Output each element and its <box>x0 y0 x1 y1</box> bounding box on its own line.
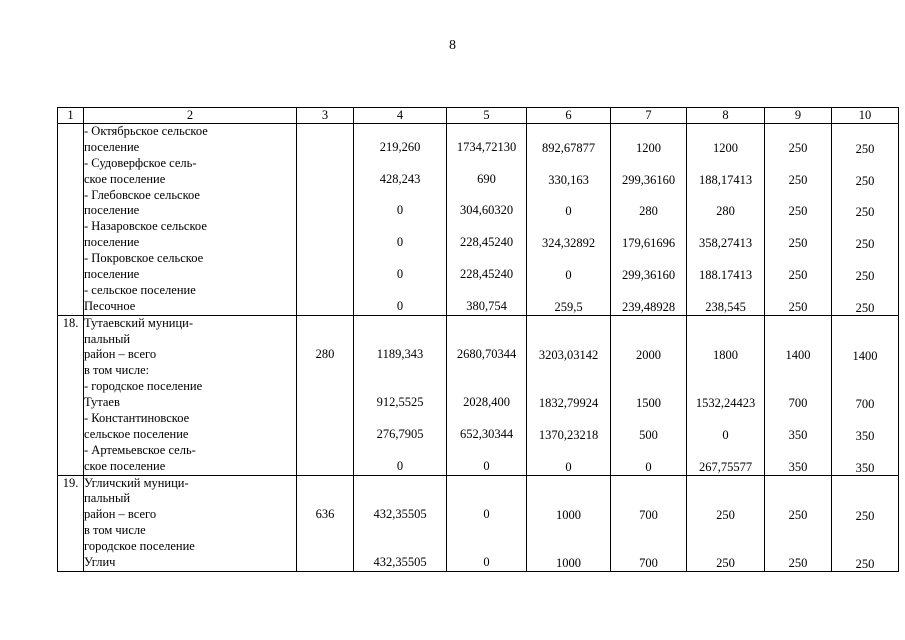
value-line: 1532,24423 <box>695 396 756 411</box>
value-line <box>611 364 686 380</box>
name-line: Тутаев <box>84 395 120 410</box>
value-line: 1832,79924 <box>538 396 599 411</box>
value-line <box>687 524 764 540</box>
value-line <box>611 333 686 349</box>
name-line: Углич <box>84 555 116 570</box>
header-cell: 8 <box>687 108 765 124</box>
value-line <box>527 220 610 236</box>
value-line: 1189,343 <box>376 347 424 362</box>
value-line: 250 <box>855 205 875 220</box>
value-line <box>832 190 898 206</box>
value-line <box>687 492 764 508</box>
value-line: 0 <box>565 204 572 219</box>
header-cell: 7 <box>611 108 687 124</box>
value-line <box>611 284 686 300</box>
value-line <box>611 412 686 428</box>
value-line: 250 <box>788 172 808 187</box>
value-line <box>687 157 764 173</box>
value-line <box>354 379 446 395</box>
value-line <box>527 333 610 349</box>
value-line <box>297 316 353 332</box>
value-line: 432,35505 <box>373 555 427 570</box>
value-line: 1800 <box>713 348 738 363</box>
name-line: Песочное <box>84 298 136 313</box>
value-line: 250 <box>855 269 875 284</box>
value-line <box>447 251 526 267</box>
value-line <box>447 411 526 427</box>
name-line: - Покровское сельское <box>84 251 204 266</box>
name-line: - Константиновское <box>84 411 190 426</box>
value-line <box>354 316 446 332</box>
value-cell-c10 <box>832 475 899 571</box>
value-line <box>297 363 353 379</box>
value-line <box>527 444 610 460</box>
value-line <box>447 363 526 379</box>
value-line <box>297 283 353 299</box>
value-line <box>297 332 353 348</box>
value-line: 280 <box>639 204 658 219</box>
value-line: 250 <box>788 236 808 251</box>
value-line: 3203,03142 <box>538 348 599 363</box>
name-line: Угличский муници- <box>84 475 189 490</box>
value-line <box>354 219 446 235</box>
value-line: 700 <box>788 396 808 411</box>
value-line <box>687 380 764 396</box>
name-line: пальный <box>84 491 131 506</box>
value-line <box>832 318 898 334</box>
value-line: 239,48928 <box>621 299 676 314</box>
value-line: 0 <box>645 459 652 474</box>
value-line <box>527 380 610 396</box>
value-line <box>765 284 831 300</box>
name-line: Тутаевский муници- <box>84 315 194 330</box>
value-line: 228,45240 <box>459 235 514 250</box>
value-line: 250 <box>788 556 808 571</box>
value-line <box>832 253 898 269</box>
value-line: 652,30344 <box>459 426 514 441</box>
value-line: 0 <box>396 298 404 313</box>
value-line <box>297 235 353 251</box>
value-line <box>297 459 353 475</box>
value-line <box>765 492 831 508</box>
value-line: 1000 <box>556 556 581 571</box>
value-line: 250 <box>788 204 808 219</box>
value-line <box>611 220 686 236</box>
header-cell: 1 <box>58 108 84 124</box>
value-line: 2680,70344 <box>456 347 517 362</box>
value-line: 179,61696 <box>621 236 676 251</box>
value-line <box>447 523 526 539</box>
value-line <box>447 316 526 332</box>
value-line: 324,32892 <box>541 236 596 251</box>
value-line: 350 <box>855 428 875 443</box>
value-line <box>765 540 831 556</box>
value-cell-c8 <box>687 475 765 571</box>
name-line: - Артемьевское сель- <box>84 442 196 457</box>
header-cell: 2 <box>84 108 297 124</box>
value-line <box>765 364 831 380</box>
value-line <box>354 476 446 492</box>
value-line <box>765 189 831 205</box>
value-line <box>832 493 898 509</box>
value-line: 0 <box>396 267 404 282</box>
value-line <box>354 443 446 459</box>
value-line: 2028,400 <box>463 395 510 410</box>
value-cell-c7 <box>611 475 687 571</box>
value-cell-c10 <box>832 124 899 316</box>
value-line: 250 <box>788 268 808 283</box>
value-line: 350 <box>788 427 808 442</box>
value-line <box>611 444 686 460</box>
table-row <box>58 475 899 571</box>
value-line <box>527 364 610 380</box>
value-line: 250 <box>855 141 875 156</box>
value-line <box>297 476 353 492</box>
value-line: 912,5525 <box>376 395 424 410</box>
value-line: 250 <box>855 509 875 524</box>
header-cell: 9 <box>765 108 832 124</box>
value-line: 250 <box>855 237 875 252</box>
value-line: 330,163 <box>548 172 589 187</box>
value-line <box>832 285 898 301</box>
value-line <box>447 443 526 459</box>
value-line: 0 <box>565 268 572 283</box>
name-line: - Глебовское сельское <box>84 187 200 202</box>
value-line <box>765 252 831 268</box>
value-cell-c4 <box>354 124 447 316</box>
value-line <box>297 299 353 315</box>
value-line: 188,17413 <box>698 172 753 187</box>
value-line <box>832 525 898 541</box>
value-line <box>832 126 898 142</box>
value-line <box>297 395 353 411</box>
name-line: в том числе: <box>84 363 150 378</box>
value-line: 250 <box>855 173 875 188</box>
value-line: 250 <box>788 508 808 523</box>
name-line: сельское поселение <box>84 426 189 441</box>
value-line: 228,45240 <box>459 267 514 282</box>
value-line <box>765 524 831 540</box>
value-line <box>527 157 610 173</box>
value-line <box>832 334 898 350</box>
header-cell: 6 <box>527 108 611 124</box>
value-line <box>687 189 764 205</box>
value-line: 636 <box>315 507 335 522</box>
value-line: 690 <box>477 171 496 186</box>
value-line <box>447 219 526 235</box>
value-line: 304,60320 <box>459 203 514 218</box>
value-line <box>297 140 353 156</box>
value-line <box>297 379 353 395</box>
name-line: ское поселение <box>84 171 166 186</box>
value-line: 0 <box>396 458 404 473</box>
value-line: 0 <box>483 458 490 473</box>
name-line: - городское поселение <box>84 379 203 394</box>
value-line <box>297 188 353 204</box>
value-line: 280 <box>315 347 335 362</box>
value-cell-c8 <box>687 315 765 475</box>
value-line: 280 <box>716 204 735 219</box>
value-line <box>765 380 831 396</box>
value-line <box>765 317 831 333</box>
value-line <box>527 189 610 205</box>
value-line: 2000 <box>636 348 661 363</box>
value-line: 1370,23218 <box>538 427 599 442</box>
value-line <box>687 444 764 460</box>
value-cell-c10 <box>832 315 899 475</box>
value-line: 1400 <box>785 348 811 363</box>
value-line <box>765 444 831 460</box>
value-line <box>447 379 526 395</box>
value-line <box>354 156 446 172</box>
value-line <box>611 317 686 333</box>
value-line <box>297 124 353 140</box>
name-line: - Октябрьское сельское <box>84 124 208 138</box>
value-line <box>354 363 446 379</box>
value-line <box>611 252 686 268</box>
value-line: 250 <box>788 140 808 155</box>
value-line <box>354 188 446 204</box>
name-line: район – всего <box>84 347 157 362</box>
value-cell-c6 <box>527 124 611 316</box>
value-cell-c5 <box>447 475 527 571</box>
value-line <box>527 284 610 300</box>
value-line <box>832 221 898 237</box>
value-line: 0 <box>396 235 404 250</box>
value-line <box>354 283 446 299</box>
value-line: 358,27413 <box>698 236 753 251</box>
value-line <box>354 332 446 348</box>
value-line <box>447 156 526 172</box>
name-cell <box>84 315 297 475</box>
value-line <box>832 478 898 494</box>
value-line: 0 <box>483 555 490 570</box>
value-line <box>765 333 831 349</box>
value-cell-c3 <box>297 315 354 475</box>
value-line <box>447 491 526 507</box>
value-line <box>832 413 898 429</box>
value-line <box>354 539 446 555</box>
value-line <box>527 252 610 268</box>
value-line <box>447 332 526 348</box>
value-line: 1200 <box>636 140 661 155</box>
value-line <box>447 476 526 492</box>
value-line: 267,75577 <box>698 459 753 474</box>
header-cell: 3 <box>297 108 354 124</box>
value-line: 250 <box>855 557 875 572</box>
value-line <box>611 524 686 540</box>
name-line: поселение <box>84 139 140 154</box>
value-line: 0 <box>565 459 572 474</box>
name-line: район – всего <box>84 507 157 522</box>
value-line <box>297 539 353 555</box>
name-line: поселение <box>84 203 140 218</box>
value-cell-c4 <box>354 475 447 571</box>
value-line <box>297 172 353 188</box>
value-line <box>832 445 898 461</box>
value-line <box>527 524 610 540</box>
value-line <box>297 555 353 571</box>
value-line: 700 <box>639 508 658 523</box>
value-line <box>527 317 610 333</box>
value-line: 250 <box>855 300 875 315</box>
value-cell-c9 <box>765 315 832 475</box>
value-cell-c5 <box>447 124 527 316</box>
value-line <box>765 477 831 493</box>
value-cell-c8 <box>687 124 765 316</box>
value-line <box>354 251 446 267</box>
header-cell: 5 <box>447 108 527 124</box>
value-line <box>527 492 610 508</box>
row-number-cell <box>58 124 84 316</box>
name-cell <box>84 475 297 571</box>
value-line: 238,545 <box>705 299 746 314</box>
value-line <box>447 124 526 140</box>
table-row <box>58 124 899 316</box>
value-line <box>765 125 831 141</box>
value-cell-c7 <box>611 315 687 475</box>
value-line <box>297 156 353 172</box>
name-line: ское поселение <box>84 458 166 473</box>
value-line <box>447 539 526 555</box>
value-line <box>297 491 353 507</box>
name-cell <box>84 124 297 316</box>
name-line: пальный <box>84 331 131 346</box>
value-line <box>297 219 353 235</box>
value-line <box>687 284 764 300</box>
value-cell-c3 <box>297 124 354 316</box>
value-line <box>832 541 898 557</box>
data-table <box>57 107 899 572</box>
value-line <box>354 411 446 427</box>
value-line: 428,243 <box>379 171 421 186</box>
value-line <box>447 188 526 204</box>
value-line: 1400 <box>852 349 878 364</box>
value-line <box>687 477 764 493</box>
value-line: 250 <box>716 556 735 571</box>
header-cell: 4 <box>354 108 447 124</box>
value-line: 299,36160 <box>621 172 676 187</box>
value-line: 188.17413 <box>698 268 753 283</box>
value-line: 0 <box>396 203 404 218</box>
value-line: 259,5 <box>554 299 583 314</box>
value-line <box>297 443 353 459</box>
value-cell-c4 <box>354 315 447 475</box>
value-line <box>687 317 764 333</box>
value-line <box>527 412 610 428</box>
value-line <box>354 491 446 507</box>
row-number-cell: 19. <box>58 475 84 571</box>
value-line: 250 <box>716 508 735 523</box>
value-line: 250 <box>788 299 808 314</box>
value-line: 700 <box>639 556 658 571</box>
value-line <box>687 540 764 556</box>
value-line <box>611 125 686 141</box>
value-line <box>297 411 353 427</box>
value-line <box>611 189 686 205</box>
name-line: в том числе <box>84 523 146 538</box>
value-cell-c9 <box>765 124 832 316</box>
name-line: - Назаровское сельское <box>84 219 207 234</box>
value-line <box>687 364 764 380</box>
name-line: - Судоверфское сель- <box>84 155 197 170</box>
table-row <box>58 315 899 475</box>
name-line: городское поселение <box>84 539 195 554</box>
value-line: 299,36160 <box>621 268 676 283</box>
value-line <box>527 477 610 493</box>
value-line <box>447 283 526 299</box>
name-line: поселение <box>84 267 140 282</box>
value-line <box>765 157 831 173</box>
header-cell: 10 <box>832 108 899 124</box>
value-line: 380,754 <box>466 298 507 313</box>
value-line <box>687 333 764 349</box>
value-line <box>687 412 764 428</box>
value-cell-c6 <box>527 475 611 571</box>
value-line <box>832 365 898 381</box>
value-line: 0 <box>722 427 729 442</box>
header-row <box>58 108 899 124</box>
value-line: 350 <box>855 460 875 475</box>
value-line <box>297 427 353 443</box>
page-number: 8 <box>449 38 456 53</box>
row-number-cell: 18. <box>58 315 84 475</box>
value-line <box>527 125 610 141</box>
value-line: 276,7905 <box>376 426 424 441</box>
name-line: поселение <box>84 235 140 250</box>
value-line <box>765 220 831 236</box>
value-line <box>687 220 764 236</box>
value-line: 892,67877 <box>541 140 596 155</box>
value-line <box>297 203 353 219</box>
value-line: 1500 <box>636 396 661 411</box>
value-cell-c6 <box>527 315 611 475</box>
value-line: 219,260 <box>379 139 421 154</box>
value-line: 0 <box>483 507 490 522</box>
value-line: 1734,72130 <box>456 139 517 154</box>
value-line <box>611 540 686 556</box>
value-cell-c9 <box>765 475 832 571</box>
value-line <box>354 523 446 539</box>
value-line <box>832 158 898 174</box>
value-line <box>687 252 764 268</box>
value-line <box>297 267 353 283</box>
value-line: 1000 <box>556 508 581 523</box>
value-line: 432,35505 <box>373 507 427 522</box>
value-line <box>611 477 686 493</box>
value-cell-c7 <box>611 124 687 316</box>
value-line <box>687 125 764 141</box>
value-line <box>832 381 898 397</box>
value-line <box>765 412 831 428</box>
value-line: 1200 <box>713 140 738 155</box>
value-line: 700 <box>855 397 875 412</box>
name-line: - сельское поселение <box>84 282 196 297</box>
value-cell-c5 <box>447 315 527 475</box>
value-line <box>527 540 610 556</box>
value-line <box>297 523 353 539</box>
value-line <box>611 492 686 508</box>
value-line: 500 <box>639 427 658 442</box>
value-line <box>297 251 353 267</box>
value-line <box>611 380 686 396</box>
value-line <box>354 124 446 140</box>
value-line: 350 <box>788 459 808 474</box>
value-line <box>611 157 686 173</box>
value-cell-c3 <box>297 475 354 571</box>
